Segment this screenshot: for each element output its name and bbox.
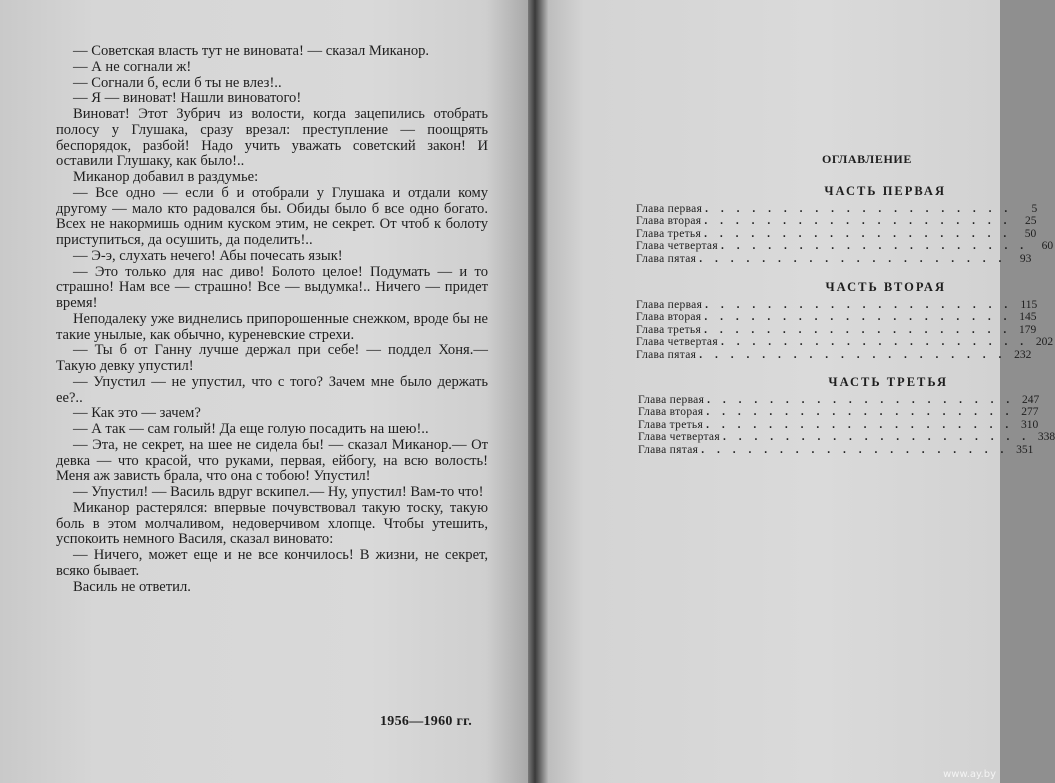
toc-row <box>636 240 1054 253</box>
paragraph: Неподалеку уже виднелись припорошенные снежком, вроде бы не такие унылые, как обычно, куреневские стрехи. <box>56 310 488 343</box>
chapter-label: Глава пятая <box>636 252 697 265</box>
toc-row <box>636 215 1037 228</box>
leader-dots: . . . . . . . . . . . . . . . . . . . . <box>699 252 1007 265</box>
toc-row <box>636 227 1037 240</box>
toc-part-1 <box>636 184 1054 265</box>
toc-row <box>638 443 1034 456</box>
toc-part-2 <box>636 280 1054 361</box>
book-gutter <box>528 0 548 783</box>
leader-dots: . . . . . . . . . . . . . . . . . . . . <box>704 215 1012 228</box>
page-number: 115 <box>1020 299 1038 311</box>
chapter-label: Глава третья <box>638 418 704 431</box>
toc-row <box>636 203 1038 215</box>
page-number: 179 <box>1018 323 1037 336</box>
toc-row <box>636 252 1032 265</box>
leader-dots: . . . . . . . . . . . . . . . . . . . . <box>707 394 1015 406</box>
paragraph: — Э-э, слухать нечего! Абы почесать язык! <box>73 247 343 264</box>
paragraph: — Ты б от Ганну лучше держал при себе! — поддел Хоня.— Такую девку упустил! <box>56 342 488 374</box>
leader-dots: . . . . . . . . . . . . . . . . . . . . <box>701 443 1009 456</box>
chapter-label: Глава вторая <box>636 311 702 324</box>
toc-row <box>638 406 1039 419</box>
paragraph: — Согнали б, если б ты не влез!.. <box>73 74 282 91</box>
toc-row <box>638 431 1055 444</box>
page-number: 93 <box>1019 252 1032 265</box>
chapter-label: Глава пятая <box>638 443 699 456</box>
paragraph: — Это только для нас диво! Болото целое! Подумать — и то страшно! Нам все — страшно! Все — выдумка!.. Ничего — придет время! <box>56 263 488 311</box>
page-number: 25 <box>1025 215 1037 228</box>
paragraph: — Упустил — не упустил, что с того? Зачем мне было держать ее?.. <box>56 373 488 406</box>
toc-row <box>638 418 1039 431</box>
composition-dates: 1956—1960 гг. <box>380 714 473 729</box>
leader-dots: . . . . . . . . . . . . . . . . . . . . <box>705 299 1013 311</box>
paragraph: — Я — виноват! Нашли виноватого! <box>73 90 302 107</box>
page-number: 145 <box>1019 311 1037 324</box>
page-number: 247 <box>1022 394 1040 406</box>
chapter-label: Глава третья <box>636 227 702 240</box>
chapter-label: Глава четвертая <box>636 336 718 349</box>
paragraph: — Все одно — если б и отобрали у Глушака и отдали кому другому — мало кто радовался бы. Обиды было б все одно богато. Всех не накормишь одним куском этим, не секрет. От чтоб к болоту приступиться, да осушить, да поделить!.. <box>56 184 488 248</box>
page-number: 338 <box>1037 431 1055 444</box>
leader-dots: . . . . . . . . . . . . . . . . . . . . <box>720 240 1029 253</box>
page-number: 277 <box>1021 406 1039 419</box>
paragraph: — Упустил! — Василь вдруг вскипел.— Ну, упустил! Вам-то что! <box>73 484 484 500</box>
page-number: 50 <box>1024 227 1037 240</box>
paragraph: — Советская власть тут не виновата! — сказал Миканор. <box>73 43 430 59</box>
chapter-label: Глава четвертая <box>636 240 718 253</box>
paragraph: — Ничего, может еще и не все кончилось! В жизни, не секрет, всяко бывает. <box>56 547 488 579</box>
leader-dots: . . . . . . . . . . . . . . . . . . . . <box>722 431 1031 444</box>
leader-dots: . . . . . . . . . . . . . . . . . . . . <box>704 311 1012 324</box>
chapter-label: Глава третья <box>636 323 702 336</box>
chapter-label: Глава четвертая <box>638 431 720 444</box>
leader-dots: . . . . . . . . . . . . . . . . . . . . <box>706 418 1014 431</box>
page-number: 60 <box>1041 240 1054 253</box>
chapter-label: Глава пятая <box>636 348 697 361</box>
page-number: 5 <box>1031 203 1038 215</box>
leader-dots: . . . . . . . . . . . . . . . . . . . . <box>699 348 1007 361</box>
toc-title: ОГЛАВЛЕНИЕ <box>822 152 912 166</box>
chapter-label: Глава первая <box>638 394 705 406</box>
leader-dots: . . . . . . . . . . . . . . . . . . . . <box>706 406 1014 419</box>
chapter-label: Глава вторая <box>636 215 702 228</box>
paragraph: — Эта, не секрет, на шее не сидела бы! — сказал Миканор.— От девка — что красой, что руками, первая, ейбогу, на всю волость! Меня аж зависть брала, что она с тобою! Упустил! <box>56 436 488 485</box>
paragraph: Миканор растерялся: впервые почувствовал такую тоску, такую боль в этом молчаливом, недоверчивом хлопце. Чтобы утешить, успокоить немного Василя, сказал виновато: <box>56 499 488 548</box>
toc-row <box>636 323 1037 336</box>
toc-row <box>636 348 1032 361</box>
paragraph: Миканор добавил в раздумье: <box>73 169 259 185</box>
prose-text <box>56 44 488 595</box>
leader-dots: . . . . . . . . . . . . . . . . . . . . <box>705 203 1013 215</box>
toc-row <box>636 311 1037 324</box>
page-number: 202 <box>1035 336 1054 349</box>
part-title: ЧАСТЬ ПЕРВАЯ <box>824 184 946 198</box>
toc-row <box>638 394 1040 406</box>
part-title: ЧАСТЬ ВТОРАЯ <box>825 280 946 294</box>
paragraph: Василь не ответил. <box>73 578 191 595</box>
chapter-label: Глава первая <box>636 203 703 215</box>
watermark: www.ay.by <box>943 769 996 780</box>
leader-dots: . . . . . . . . . . . . . . . . . . . . <box>704 323 1012 336</box>
paragraph: — А так — сам голый! Да еще голую посадить на шею!.. <box>73 421 429 437</box>
page-number: 232 <box>1014 348 1032 361</box>
toc-row <box>636 336 1054 349</box>
toc-row <box>636 299 1038 311</box>
leader-dots: . . . . . . . . . . . . . . . . . . . . <box>720 336 1029 349</box>
paragraph: — Как это — зачем? <box>73 405 201 422</box>
chapter-label: Глава первая <box>636 299 703 311</box>
part-title: ЧАСТЬ ТРЕТЬЯ <box>828 375 948 389</box>
page-number: 310 <box>1020 418 1039 431</box>
chapter-label: Глава вторая <box>638 406 704 419</box>
paragraph: Виноват! Этот Зубрич из волости, когда зацепились отобрать полосу у Глушака, сразу врезал: преступление — поощрять беспорядок, разбой! Надо учить уважать советский закон! И оставили Глушаку, как было!.. <box>56 106 488 170</box>
paragraph: — А не согнали ж! <box>73 58 192 75</box>
toc-part-3 <box>638 375 1055 456</box>
page-number: 351 <box>1016 443 1034 456</box>
leader-dots: . . . . . . . . . . . . . . . . . . . . <box>704 227 1012 240</box>
